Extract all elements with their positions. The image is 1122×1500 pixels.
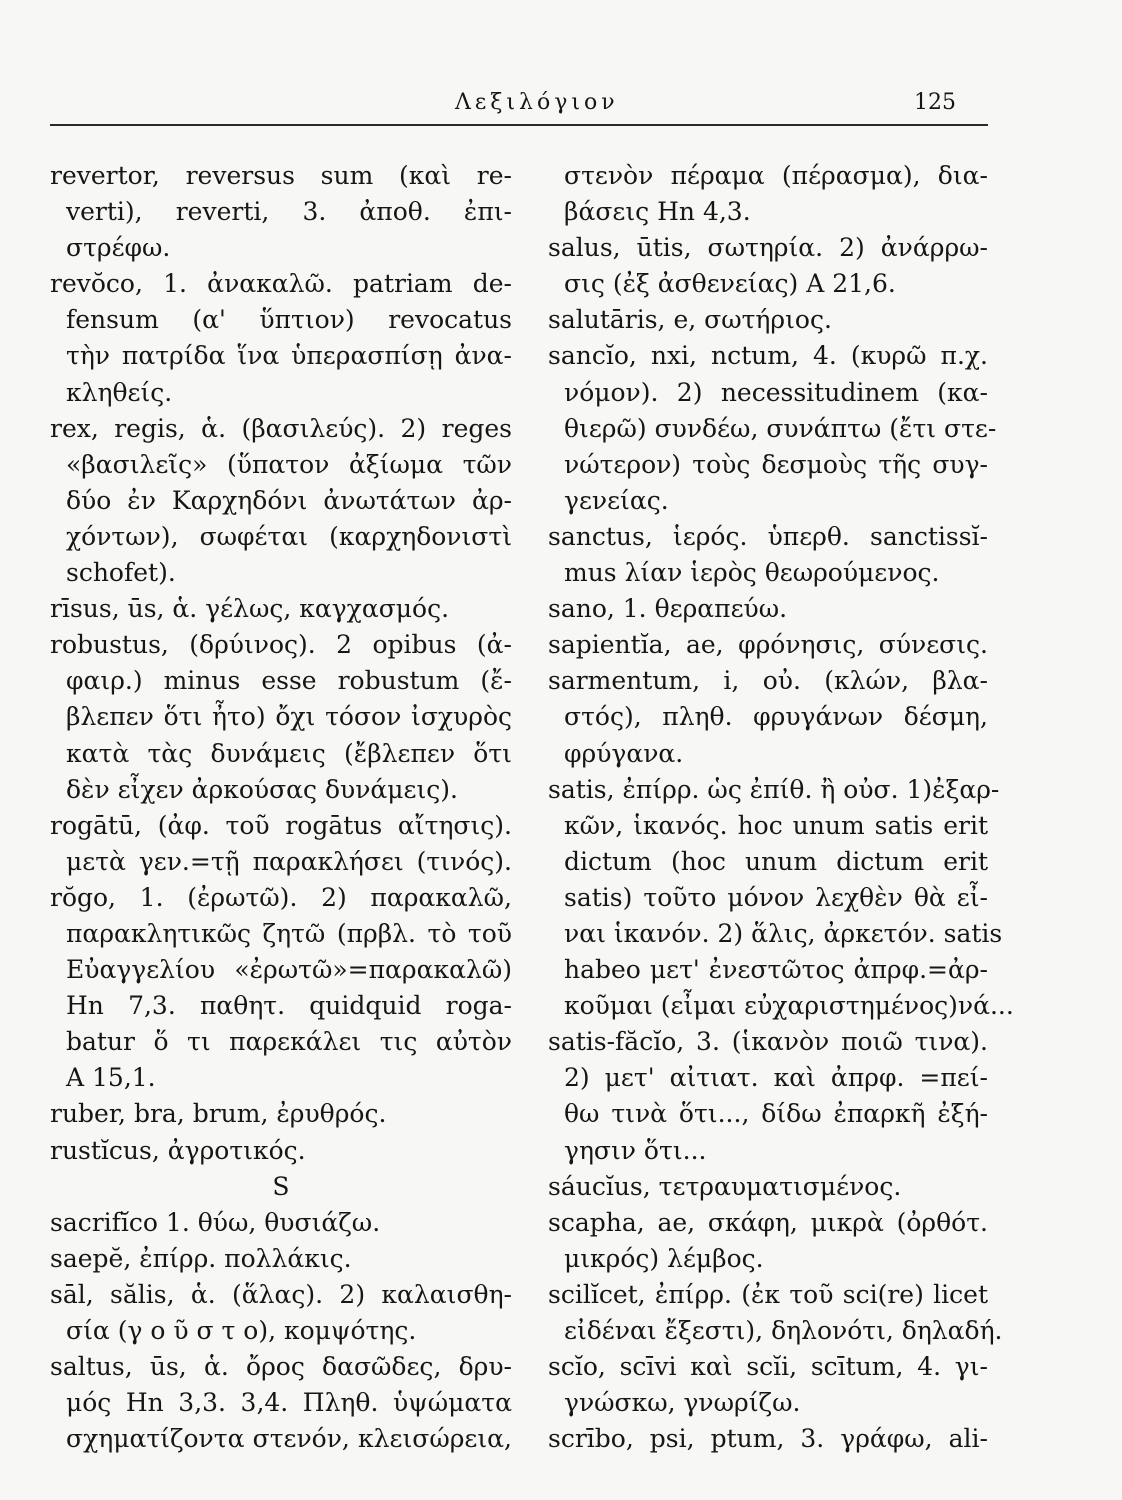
dictionary-line: rŏgo, 1. (ἐρωτῶ). 2) παρακαλῶ, (50, 882, 512, 912)
dictionary-line: satis) τοῦτο μόνον λεχθὲν θὰ εἶ- (564, 882, 988, 912)
dictionary-line: sapientĭa, ae, φρόνησις, σύνεσις. (548, 630, 988, 660)
dictionary-line: fensum (α' ὕπτιον) revocatus (66, 305, 512, 335)
dictionary-line: rustĭcus, ἀγροτικός. (50, 1135, 306, 1165)
dictionary-line: σις (ἐξ ἀσθενείας) A 21,6. (564, 269, 896, 299)
dictionary-line: γνώσκω, γνωρίζω. (564, 1388, 801, 1418)
dictionary-line: dictum (hoc unum dictum erit (564, 846, 988, 876)
dictionary-line: κῶν, ἱκανός. hoc unum satis erit (564, 810, 988, 840)
dictionary-line: rogātū, (ἀφ. τοῦ rogātus αἴτησις). (50, 810, 512, 840)
dictionary-line: παρακλητικῶς ζητῶ (πρβλ. τὸ τοῦ (66, 918, 512, 948)
dictionary-line: στενὸν πέραμα (πέρασμα), δια- (564, 161, 988, 190)
dictionary-line: sancĭo, nxi, nctum, 4. (κυρῶ π.χ. (548, 341, 988, 371)
dictionary-line: στός), πληθ. φρυγάνων δέσμη, (564, 702, 988, 732)
dictionary-line: γενείας. (564, 485, 669, 515)
dictionary-line: verti), reverti, 3. ἀποθ. ἐπι- (66, 197, 512, 227)
dictionary-line: sano, 1. θεραπεύω. (548, 594, 788, 624)
dictionary-line: βάσεις Ηn 4,3. (564, 197, 751, 227)
dictionary-line: φαιρ.) minus esse robustum (ἔ- (66, 666, 512, 696)
dictionary-line: θω τινὰ ὅτι..., δίδω ἐπαρκῆ ἐξή- (564, 1099, 988, 1129)
dictionary-line: revertor, reversus sum (καὶ re- (50, 161, 512, 190)
dictionary-line: sāl, sălis, ἁ. (ἅλας). 2) καλαισθη- (50, 1279, 512, 1309)
right-column (548, 158, 1014, 1457)
dictionary-line: δύο ἐν Καρχηδόνι ἀνωτάτων ἀρ- (66, 485, 512, 515)
dictionary-line: ναι ἱκανόν. 2) ἅλις, ἀρκετόν. satis (564, 918, 1003, 948)
dictionary-line: μετὰ γεν.=τῇ παρακλήσει (τινός). (66, 846, 512, 876)
dictionary-line: ruber, bra, brum, ἐρυθρός. (50, 1099, 387, 1129)
dictionary-line: robustus, (δρύινος). 2 opibus (ἀ- (50, 630, 512, 660)
dictionary-line: scapha, ae, σκάφη, μικρὰ (ὀρθότ. (548, 1207, 988, 1237)
dictionary-line: τὴν πατρίδα ἵνα ὑπερασπίσῃ ἀνα- (66, 341, 512, 371)
dictionary-line: rex, regis, ἁ. (βασιλεύς). 2) reges (50, 413, 512, 443)
dictionary-line: sarmentum, i, οὐ. (κλών, βλα- (548, 666, 988, 696)
dictionary-line: schofet). (66, 558, 176, 588)
running-title: Λεξιλόγιον (455, 90, 619, 115)
dictionary-line: A 15,1. (66, 1063, 156, 1093)
dictionary-line: saltus, ūs, ἁ. ὄρος δασῶδες, δρυ- (50, 1352, 512, 1382)
dictionary-line: βλεπεν ὅτι ἦτο) ὄχι τόσον ἰσχυρὸς (66, 702, 512, 732)
dictionary-line: μικρός) λέμβος. (564, 1243, 764, 1273)
dictionary-line: batur ὅ τι παρεκάλει τις αὐτὸν (66, 1027, 512, 1057)
dictionary-line: εἰδέναι ἔξεστι), δηλονότι, δηλαδή. (564, 1316, 1003, 1345)
dictionary-line: σία (γ ο ῦ σ τ ο), κομψότης. (66, 1316, 417, 1345)
dictionary-line: mus λίαν ἱερὸς θεωρούμενος. (564, 558, 940, 588)
dictionary-line: κληθείς. (66, 377, 173, 407)
left-column (50, 158, 512, 1457)
dictionary-line: νόμον). 2) necessitudinem (κα- (564, 377, 988, 407)
page-header (50, 88, 988, 126)
dictionary-line: κοῦμαι (εἶμαι εὐχαριστημένος)νά... (564, 991, 1014, 1021)
page-number: 125 (914, 90, 956, 115)
dictionary-line: θιερῶ) συνδέω, συνάπτω (ἔτι στε- (564, 413, 997, 443)
dictionary-line: revŏco, 1. ἀνακαλῶ. patriam de- (50, 269, 512, 299)
dictionary-line: satis, ἐπίρρ. ὡς ἐπίθ. ἢ οὐσ. 1)ἐξαρ- (548, 774, 1000, 804)
dictionary-line: sacrifĭco 1. θύω, θυσιάζω. (50, 1207, 381, 1237)
dictionary-line: μός Ηn 3,3. 3,4. Πληθ. ὑψώματα (66, 1388, 512, 1418)
dictionary-line: scĭo, scīvi καὶ scĭi, scītum, 4. γι- (548, 1352, 988, 1382)
dictionary-line: δὲν εἶχεν ἀρκούσας δυνάμεις). (66, 774, 458, 804)
dictionary-line: χόντων), σωφέται (καρχηδονιστὶ (66, 521, 512, 551)
dictionary-line: salus, ūtis, σωτηρία. 2) ἀνάρρω- (548, 233, 988, 263)
dictionary-line: κατὰ τὰς δυνάμεις (ἔβλεπεν ὅτι (66, 738, 512, 768)
dictionary-line: σχηματίζοντα στενόν, κλεισώρεια, (66, 1424, 512, 1454)
dictionary-line: sáucĭus, τετραυματισμένος. (548, 1171, 902, 1201)
dictionary-line: Εὐαγγελίου «ἐρωτῶ»=παρακαλῶ) (66, 955, 512, 985)
dictionary-line: rīsus, ūs, ἁ. γέλως, καγχασμός. (50, 594, 450, 624)
dictionary-line: φρύγανα. (564, 738, 684, 768)
dictionary-line: γησιν ὅτι... (564, 1135, 707, 1165)
dictionary-line: salutāris, e, σωτήριος. (548, 305, 832, 335)
dictionary-line: saepĕ, ἐπίρρ. πολλάκις. (50, 1243, 352, 1273)
dictionary-line: satis-făcĭo, 3. (ἱκανὸν ποιῶ τινα). (548, 1027, 988, 1057)
dictionary-line: στρέφω. (66, 233, 171, 263)
dictionary-line: scilĭcet, ἐπίρρ. (ἐκ τοῦ sci(re) licet (548, 1279, 988, 1309)
dictionary-line: sanctus, ἱερός. ὑπερθ. sanctissĭ- (548, 521, 988, 551)
dictionary-line: habeo μετ' ἐνεστῶτος ἀπρφ.=ἀρ- (564, 955, 988, 985)
dictionary-line: νώτερον) τοὺς δεσμοὺς τῆς συγ- (564, 449, 988, 479)
dictionary-line: «βασιλεῖς» (ὕπατον ἀξίωμα τῶν (66, 449, 512, 479)
dictionary-line: scrībo, psi, ptum, 3. γράφω, ali- (548, 1424, 988, 1454)
dictionary-line: Ηn 7,3. παθητ. quidquid roga- (66, 991, 512, 1021)
section-letter: S (272, 1171, 290, 1201)
dictionary-line: 2) μετ' αἰτιατ. καὶ ἀπρφ. =πεί- (564, 1063, 988, 1093)
